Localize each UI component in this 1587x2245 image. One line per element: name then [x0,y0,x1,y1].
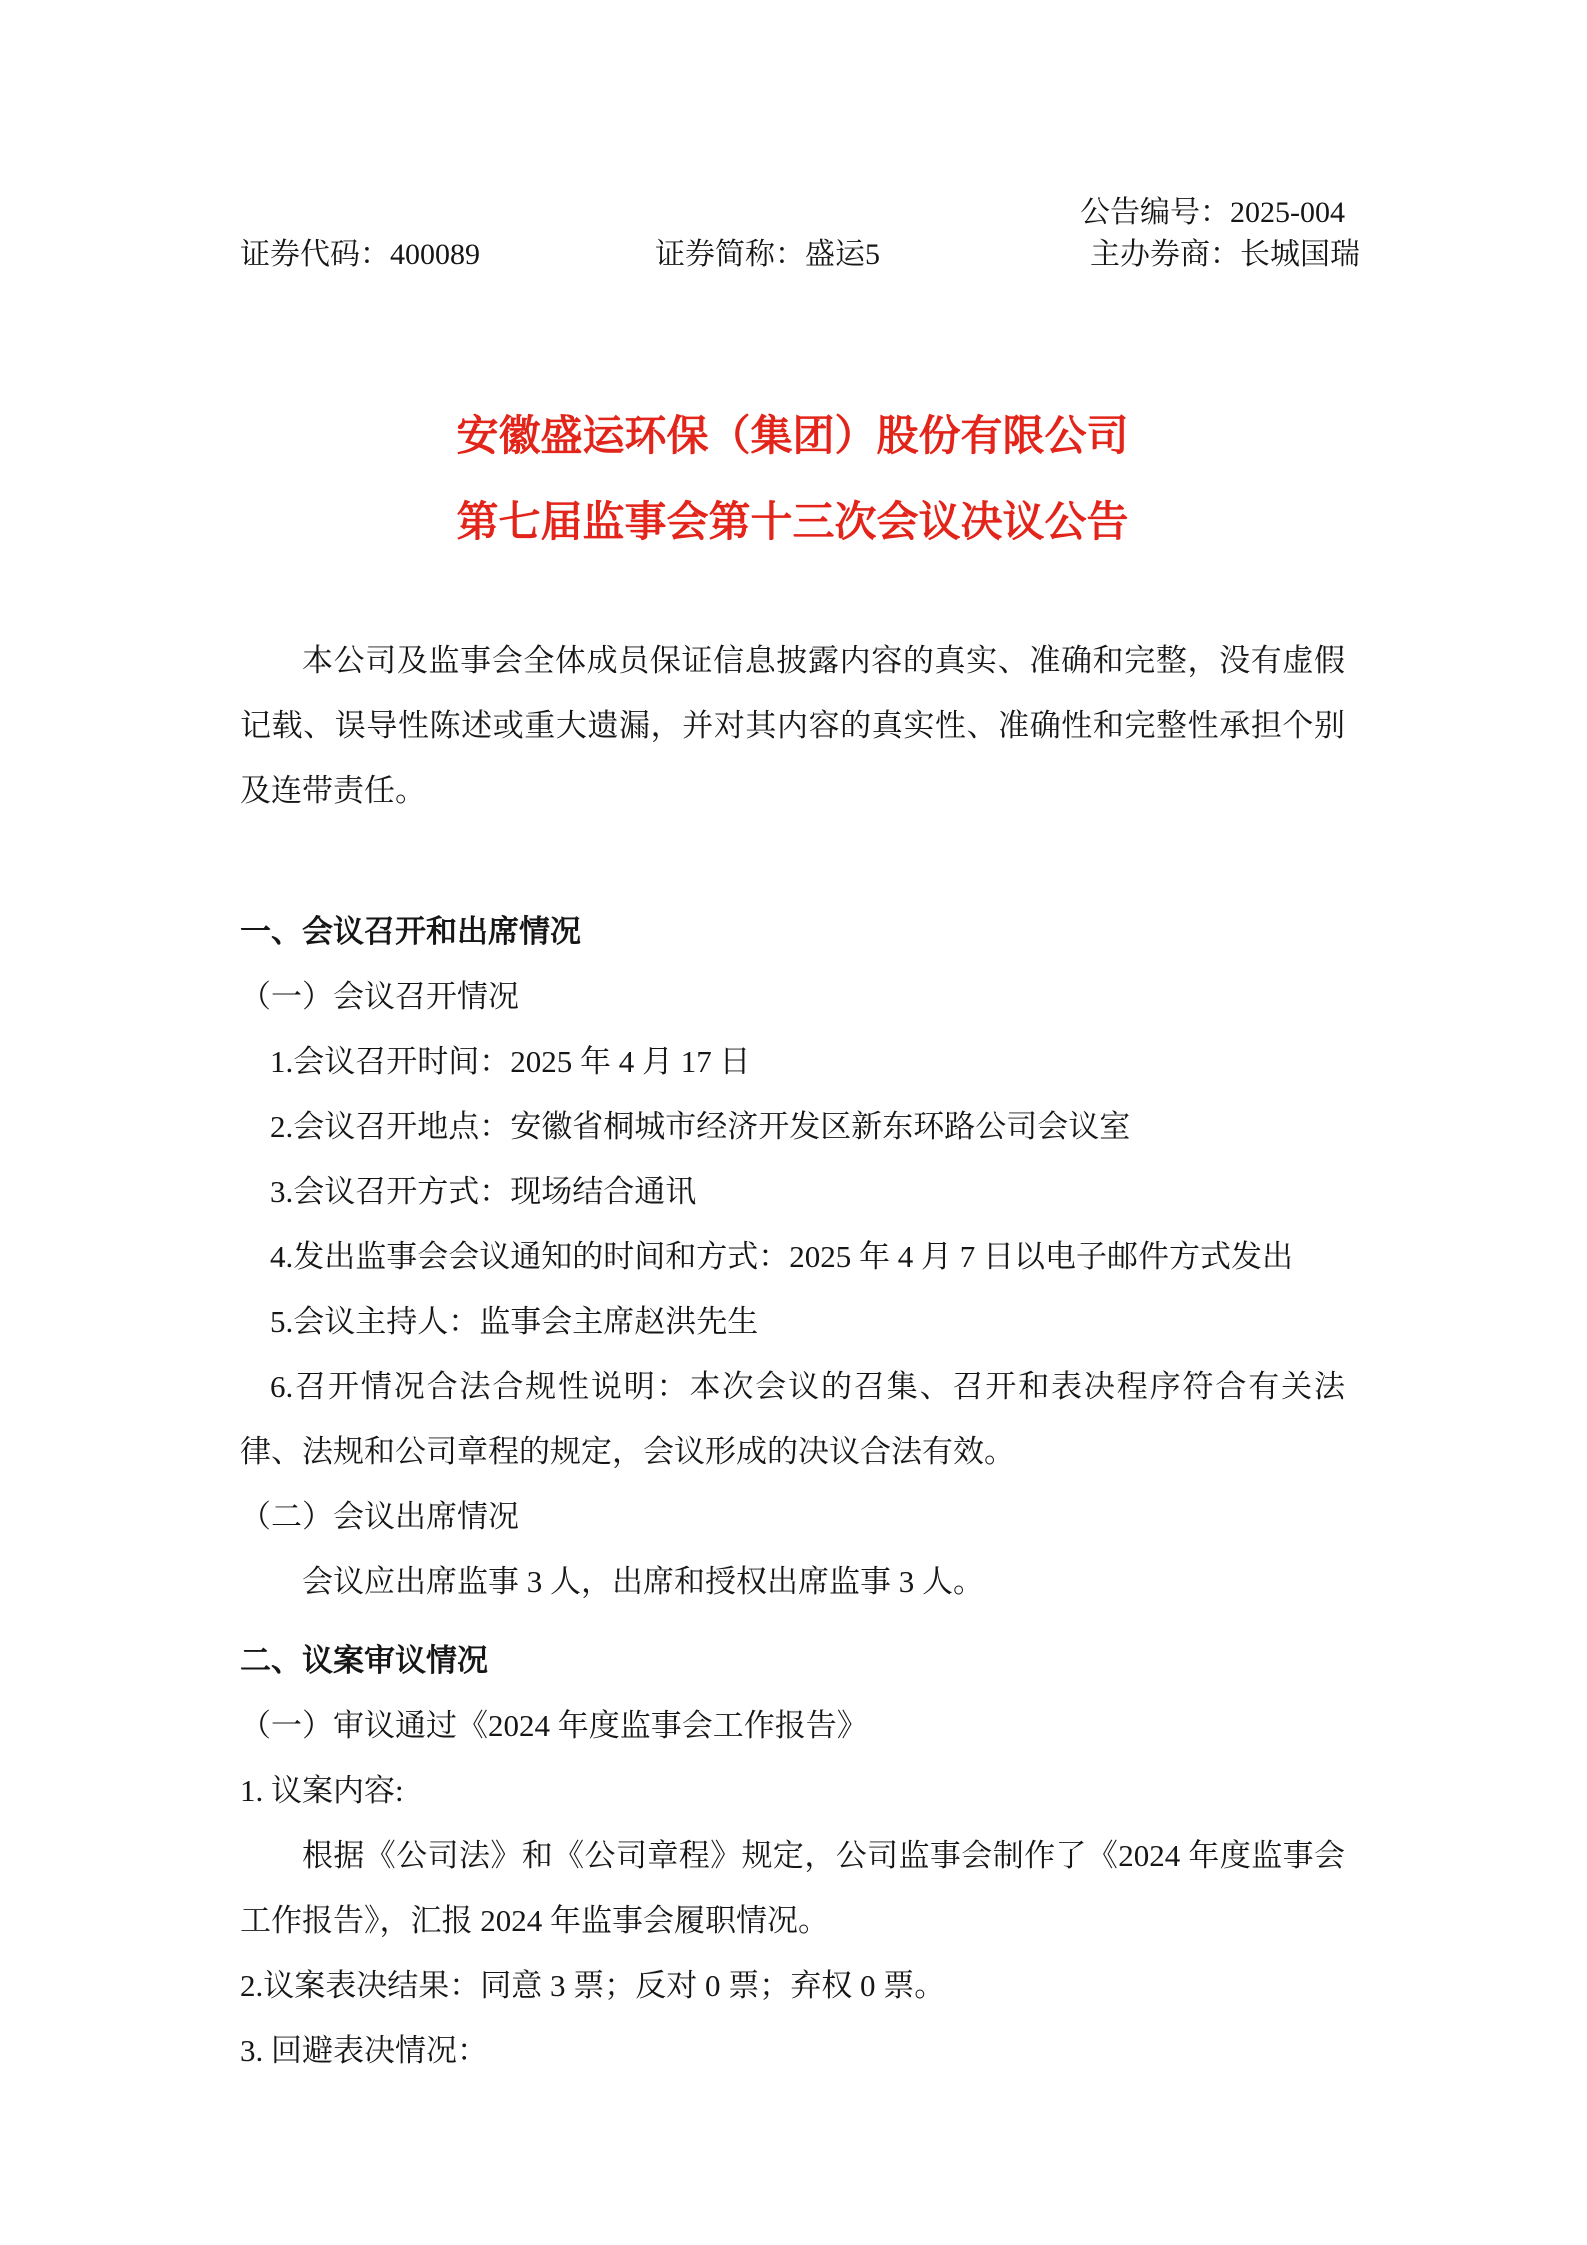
voting-result: 2.议案表决结果：同意 3 票；反对 0 票；弃权 0 票。 [240,1968,946,2003]
list-item-meeting-place: 2.会议召开地点：安徽省桐城市经济开发区新东环路公司会议室 [270,1109,1131,1144]
section1-sub2-heading: （二）会议出席情况 [240,1499,519,1534]
list-item-meeting-host: 5.会议主持人：监事会主席赵洪先生 [270,1304,759,1339]
list-item-notice-time: 4.发出监事会会议通知的时间和方式：2025 年 4 月 7 日以电子邮件方式发出 [270,1239,1293,1274]
document-title-line1: 安徽盛运环保（集团）股份有限公司 [456,414,1129,460]
document-content [240,0,1360,2083]
section1-heading: 一、会议召开和出席情况 [240,914,581,949]
attendance-statement: 会议应出席监事 3 人，出席和授权出席监事 3 人。 [302,1564,984,1599]
stock-code: 证券代码：400089 [240,238,480,271]
section2-heading: 二、议案审议情况 [240,1643,488,1678]
document-title-line2: 第七届监事会第十三次会议决议公告 [456,500,1129,546]
list-item-meeting-method: 3.会议召开方式：现场结合通讯 [270,1174,697,1209]
recusal-status-label: 3. 回避表决情况： [240,2033,488,2068]
disclosure-statement: 本公司及监事会全体成员保证信息披露内容的真实、准确和完整，没有虚假记载、误导性陈述或重大遗漏，并对其内容的真实性、准确性和完整性承担个别及连带责任。 [240,643,1345,808]
proposal-content-text: 根据《公司法》和《公司章程》规定，公司监事会制作了《2024 年度监事会工作报告》，汇报 2024 年监事会履职情况。 [240,1838,1345,1938]
section1-sub1-heading: （一）会议召开情况 [240,979,519,1014]
document-title [240,394,1345,566]
list-item-legality-statement: 6.召开情况合法合规性说明：本次会议的召集、召开和表决程序符合有关法律、法规和公司章程的规定，会议形成的决议合法有效。 [240,1369,1345,1469]
sponsor-broker: 主办券商：长城国瑞 [1090,238,1360,271]
stock-abbreviation: 证券简称：盛运5 [655,238,880,271]
announcement-number: 公告编号：2025-004 [1080,196,1345,229]
proposal-content-label: 1. 议案内容: [240,1773,404,1808]
securities-meta-row [240,234,1360,276]
list-item-meeting-time: 1.会议召开时间：2025 年 4 月 17 日 [270,1044,751,1079]
section2-sub1-heading: （一）审议通过《2024 年度监事会工作报告》 [240,1708,868,1743]
